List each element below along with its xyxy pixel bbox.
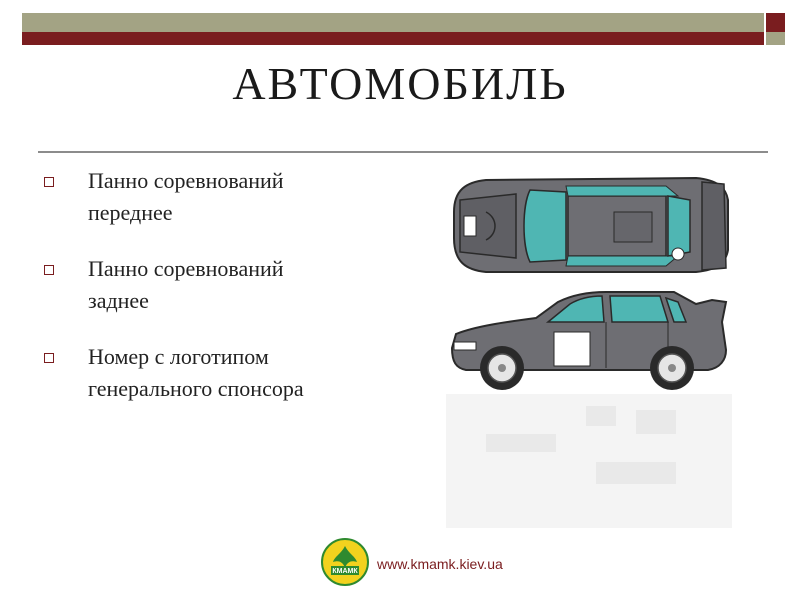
bullet-text-line1: Панно соревнований — [88, 256, 284, 281]
title-divider — [38, 151, 768, 153]
bullet-text-line1: Номер с логотипом — [88, 344, 269, 369]
bullet-text-line2: переднее — [88, 200, 173, 225]
header-bar-grey — [22, 13, 764, 32]
bullet-text-line2: генерального спонсора — [88, 376, 304, 401]
header-bar-red — [22, 32, 764, 45]
car-side-view-icon — [452, 292, 726, 390]
car-illustration — [446, 172, 732, 528]
car-drawing — [446, 172, 732, 528]
bullet-item-front-panel — [44, 165, 424, 229]
bullet-list — [44, 165, 424, 429]
bullet-square-icon — [44, 265, 54, 275]
logo-text: КМАМК — [332, 568, 358, 575]
header-square-red — [766, 13, 785, 32]
bullet-text-line2: заднее — [88, 288, 149, 313]
footer-website-link[interactable]: www.kmamk.kiev.ua — [377, 556, 503, 572]
bullet-square-icon — [44, 353, 54, 363]
bullet-square-icon — [44, 177, 54, 187]
header-square-grey — [766, 32, 785, 45]
kmamk-logo — [321, 538, 369, 586]
car-top-view-icon — [454, 178, 728, 272]
slide-title: АВТОМОБИЛЬ — [232, 58, 568, 109]
bullet-item-sponsor-number — [44, 341, 424, 405]
bullet-item-rear-panel — [44, 253, 424, 317]
bullet-text-line1: Панно соревнований — [88, 168, 284, 193]
